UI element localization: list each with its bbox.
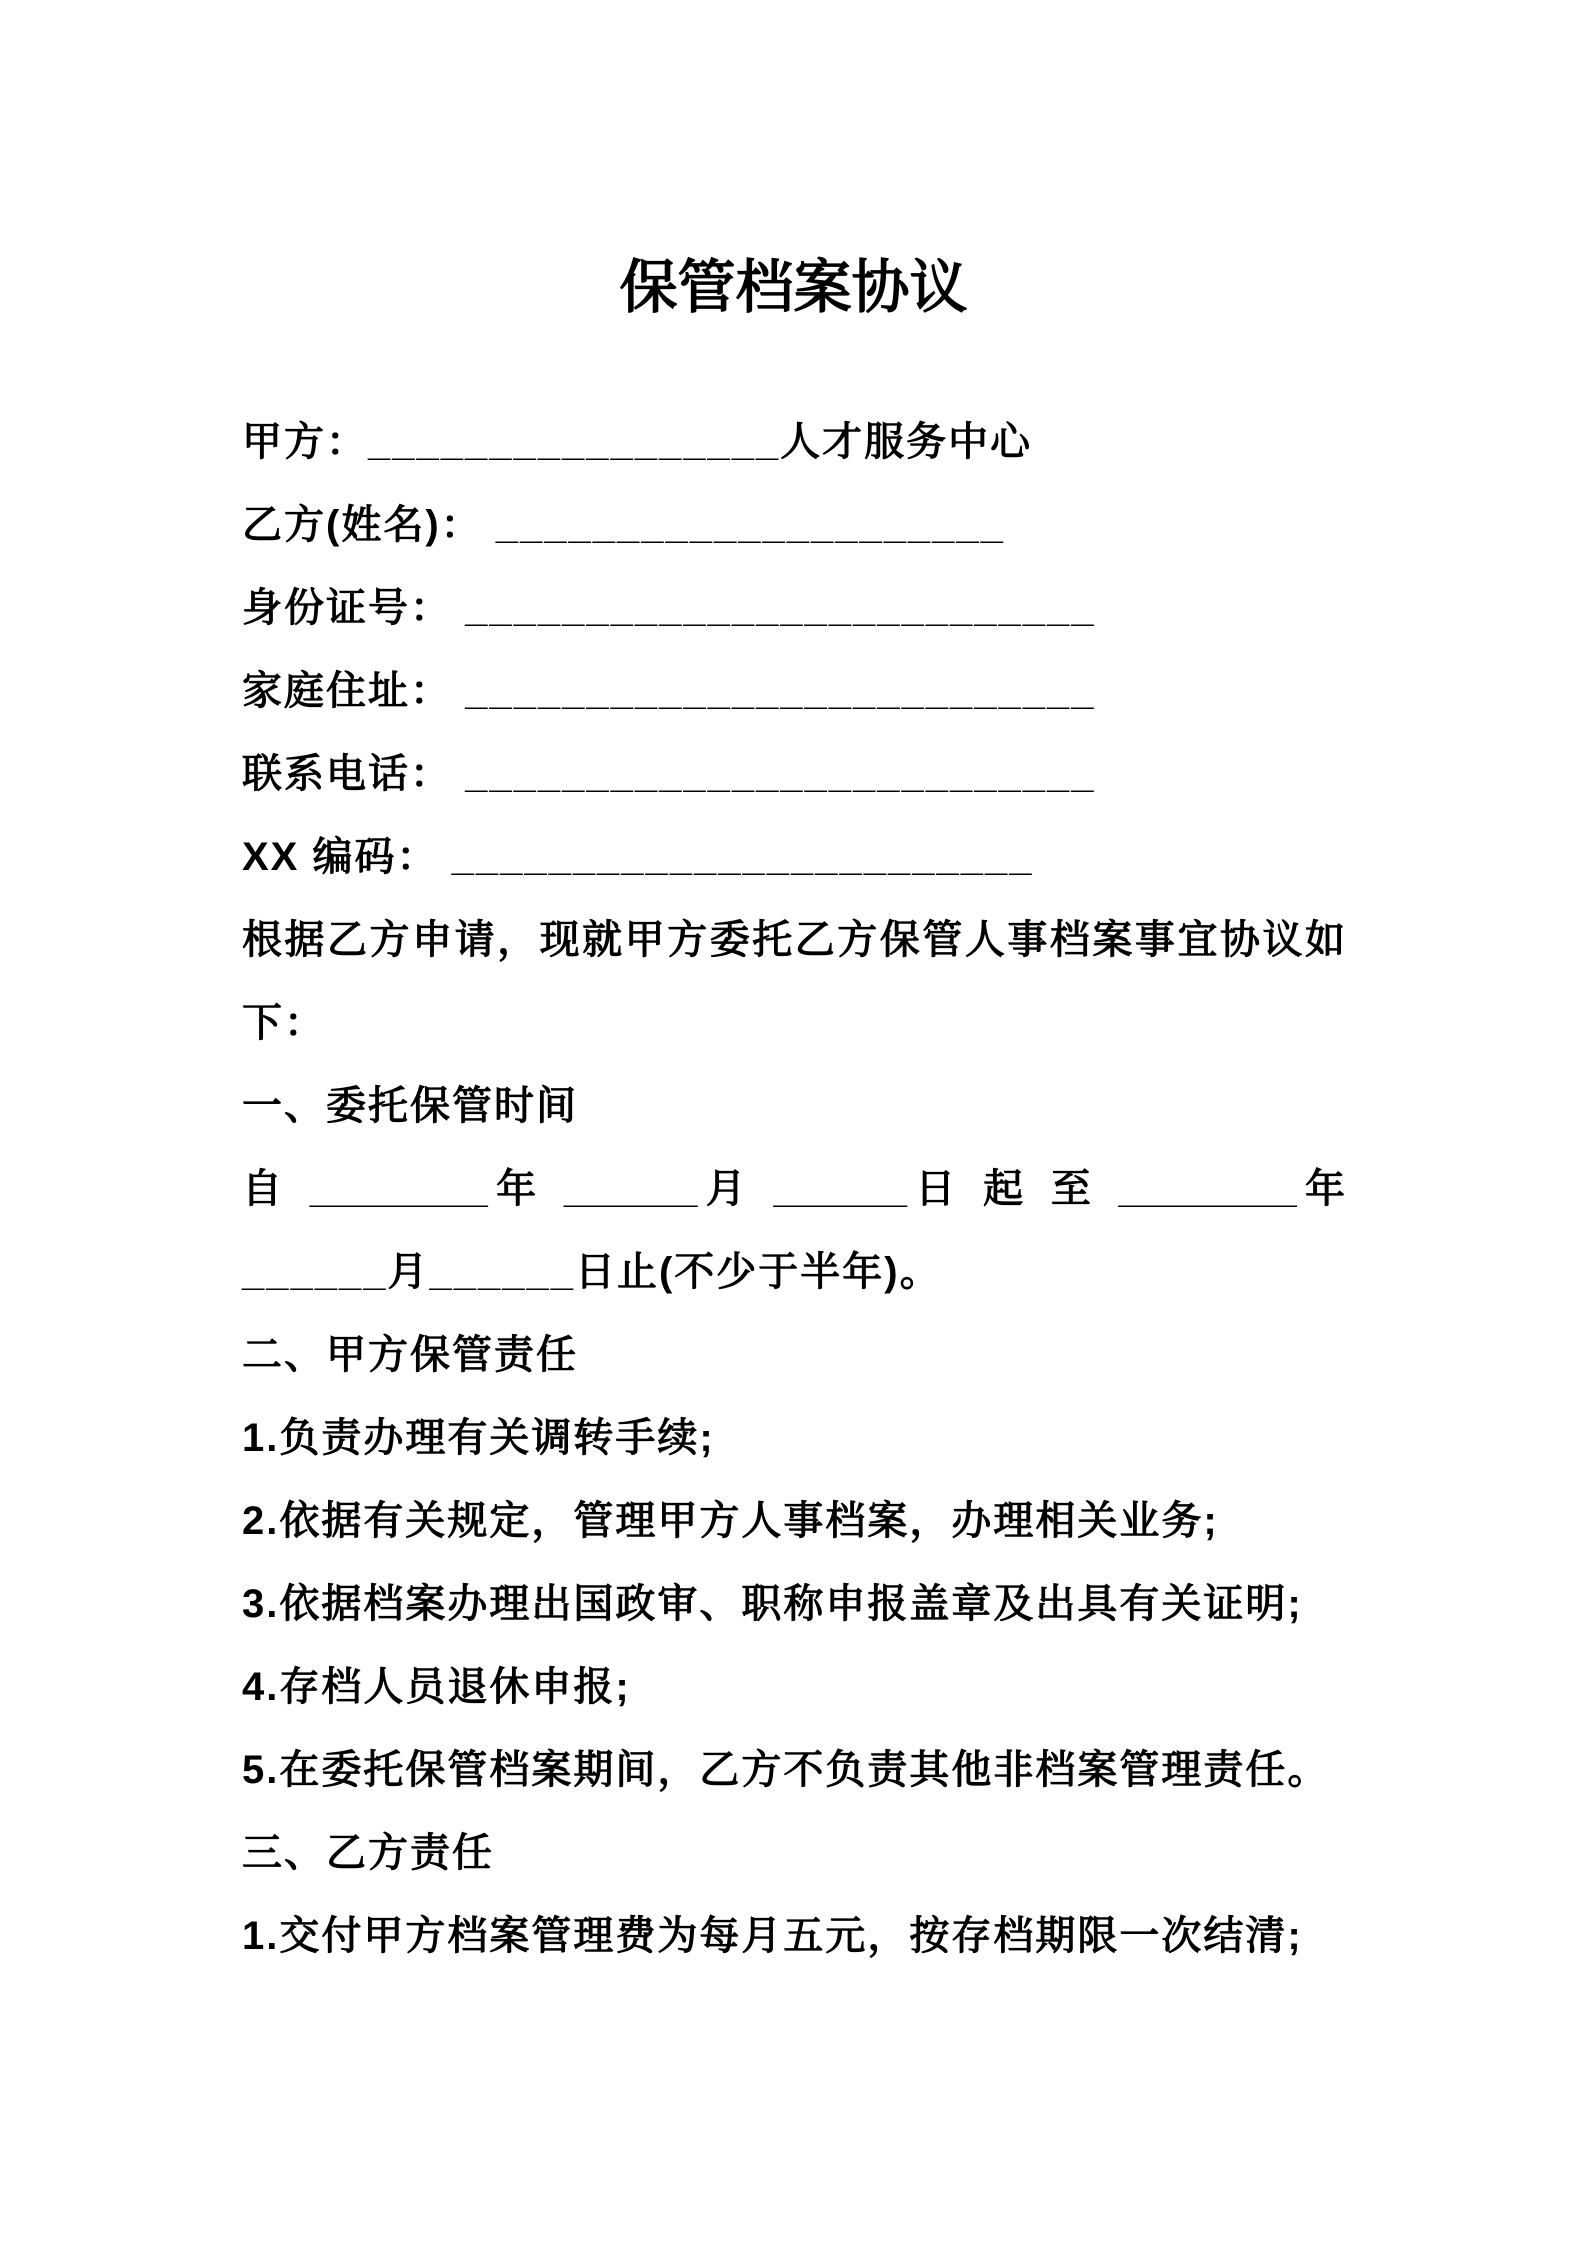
section-2-item-2: 2.依据有关规定，管理甲方人事档案，办理相关业务;: [242, 1499, 1219, 1543]
section-3-heading: 三、乙方责任: [242, 1831, 494, 1875]
paragraph-intro-line-1: 根据乙方申请，现就甲方委托乙方保管人事档案事宜协议如: [242, 918, 1345, 962]
section-2-heading: 二、甲方保管责任: [242, 1333, 578, 1377]
section-2-item-4: 4.存档人员退休申报;: [242, 1665, 631, 1709]
section-1-heading: 一、委托保管时间: [242, 1084, 578, 1128]
section-2-item-3: 3.依据档案办理出国政审、职称申报盖章及出具有关证明;: [242, 1582, 1303, 1626]
field-phone: 联系电话： __________________________: [242, 752, 1096, 796]
section-2-item-5: 5.在委托保管档案期间，乙方不负责其他非档案管理责任。: [242, 1748, 1330, 1792]
document-title: 保管档案协议: [619, 255, 968, 320]
section-3-item-1: 1.交付甲方档案管理费为每月五元，按存档期限一次结清;: [242, 1914, 1303, 1958]
date-line-1: 自 ________年 ______月 ______日 起 至 ________年: [242, 1167, 1345, 1211]
field-party-a: 甲方：_________________人才服务中心: [242, 420, 1033, 464]
section-2-item-1: 1.负责办理有关调转手续;: [242, 1416, 715, 1460]
document-body: [242, 401, 1345, 1978]
field-id-number: 身份证号： __________________________: [242, 586, 1096, 630]
field-home-address: 家庭住址： __________________________: [242, 669, 1096, 713]
field-xx-code: XX 编码： ________________________: [242, 835, 1034, 879]
date-line-2: ______月______日止(不少于半年)。: [242, 1250, 942, 1294]
field-party-b-name: 乙方(姓名)： _____________________: [242, 503, 1005, 547]
paragraph-intro-line-2: 下：: [242, 1001, 326, 1045]
